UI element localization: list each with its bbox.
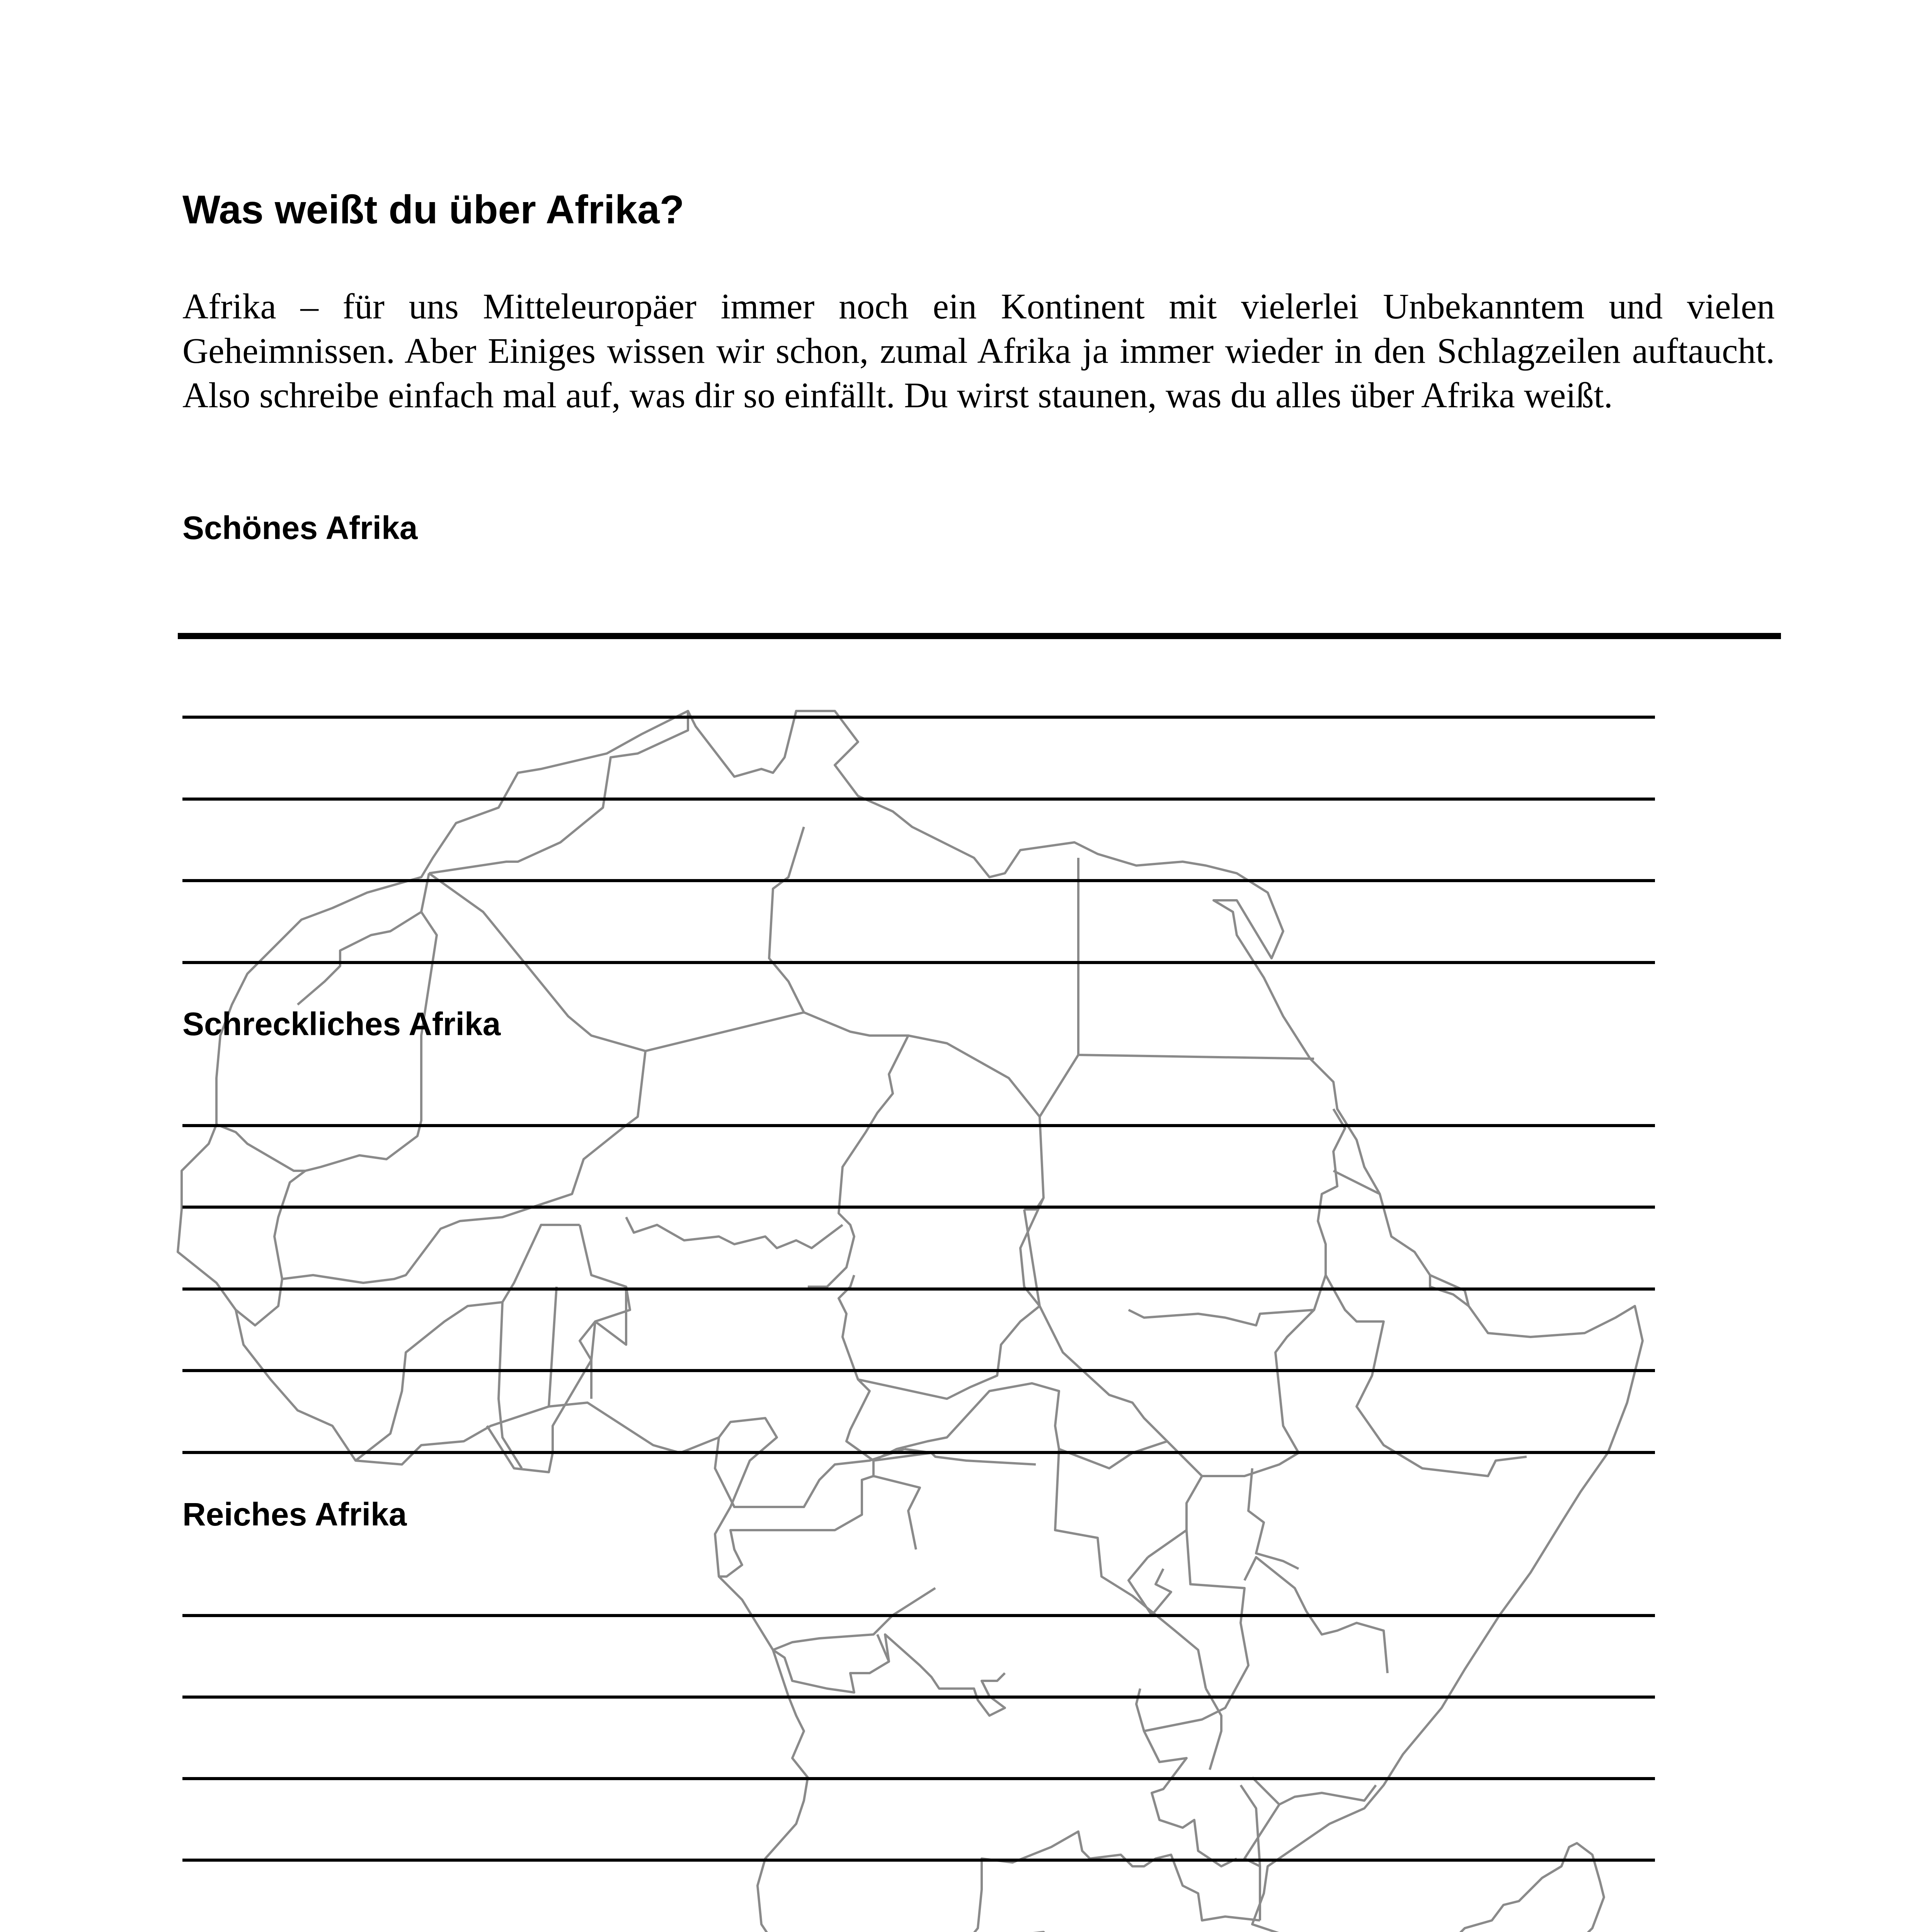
section-heading-schreckliches-afrika: Schreckliches Afrika <box>182 1006 501 1042</box>
writing-line[interactable] <box>182 716 1655 719</box>
section-heading-reiches-afrika: Reiches Afrika <box>182 1496 407 1532</box>
writing-line[interactable] <box>182 1287 1655 1291</box>
writing-line[interactable] <box>182 1369 1655 1372</box>
writing-line[interactable] <box>182 798 1655 801</box>
africa-coastline <box>178 711 1643 1932</box>
writing-line[interactable] <box>182 961 1655 964</box>
madagascar-outline <box>1407 1843 1604 1932</box>
section-heading-schoenes-afrika: Schönes Afrika <box>182 510 418 546</box>
writing-line[interactable] <box>182 1614 1655 1617</box>
border-lines <box>216 711 1527 1932</box>
section-divider <box>178 633 1781 639</box>
writing-line[interactable] <box>182 1451 1655 1454</box>
writing-line[interactable] <box>182 1777 1655 1780</box>
writing-line[interactable] <box>182 1696 1655 1699</box>
writing-line[interactable] <box>182 1206 1655 1209</box>
writing-line[interactable] <box>182 1859 1655 1862</box>
writing-line[interactable] <box>182 879 1655 882</box>
page-title: Was weißt du über Afrika? <box>182 187 684 232</box>
writing-line[interactable] <box>182 1124 1655 1127</box>
intro-paragraph: Afrika – für uns Mitteleuropäer immer noch ein Kontinent mit vielerlei Unbekanntem und vielen Geheimnissen. Aber Einiges wissen wir schon, zumal Afrika ja immer wieder in den Schlagzeilen auftaucht. Also schreibe einfach mal auf, was dir so einfällt. Du wirst staunen, was du alles über Afrika weißt. <box>182 287 1775 415</box>
